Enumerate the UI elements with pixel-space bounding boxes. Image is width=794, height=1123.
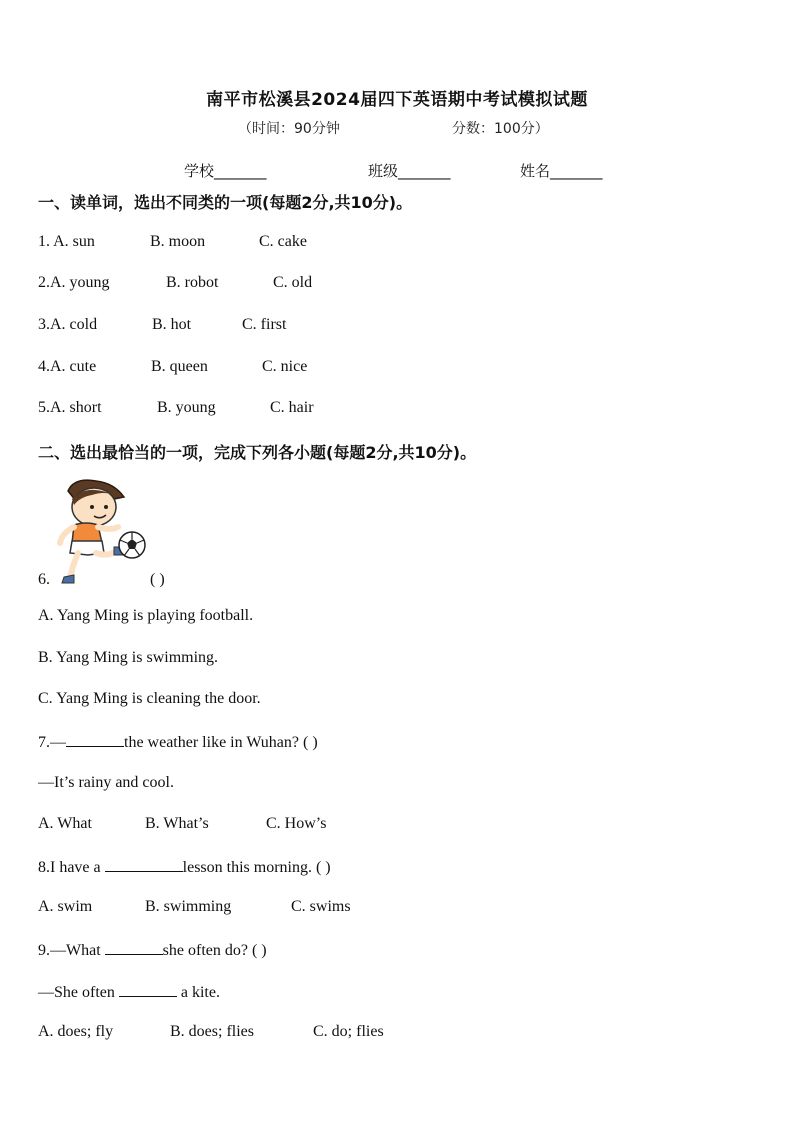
q7-prefix: 7.— xyxy=(38,734,66,751)
q8-prefix: 8.I have a xyxy=(38,859,105,876)
q8-option-b: B. swimming xyxy=(145,898,232,915)
boy-playing-football-image xyxy=(52,477,152,587)
q7-option-c: C. How’s xyxy=(266,815,327,832)
page-title: 南平市松溪县2024届四下英语期中考试模拟试题 xyxy=(206,90,588,110)
q2-option-b: B. robot xyxy=(166,274,219,291)
school-label: 学校 xyxy=(184,162,215,180)
q9-prefix: 9.—What xyxy=(38,942,105,959)
q9-suffix: she often do? ( ) xyxy=(162,942,267,959)
q6-number: 6. xyxy=(38,571,50,588)
school-field[interactable] xyxy=(184,160,267,181)
q4-option-c: C. nice xyxy=(262,358,308,375)
q8-option-a: A. swim xyxy=(38,898,93,915)
q4-option-a: 4.A. cute xyxy=(38,358,97,375)
q3-option-a: 3.A. cold xyxy=(38,316,98,333)
q7-reply: —It’s rainy and cool. xyxy=(38,774,174,791)
q6-option-b: B. Yang Ming is swimming. xyxy=(38,649,219,666)
q8-blank[interactable] xyxy=(105,857,183,872)
name-field[interactable] xyxy=(520,160,603,181)
exam-time: （时间：90分钟 xyxy=(238,121,340,137)
q2-option-c: C. old xyxy=(273,274,313,291)
q3-option-b: B. hot xyxy=(152,316,192,333)
q9-reply xyxy=(38,982,220,1002)
q1-option-b: B. moon xyxy=(150,233,206,250)
q1-option-a: 1. A. sun xyxy=(38,233,95,250)
q6-answer-paren[interactable]: ( ) xyxy=(150,571,165,588)
q9-blank[interactable] xyxy=(105,940,163,955)
q8-option-c: C. swims xyxy=(291,898,351,915)
q7-suffix: the weather like in Wuhan? ( ) xyxy=(124,734,318,751)
section1-heading: 一、读单词，选出不同类的一项(每题2分,共10分)。 xyxy=(38,193,413,212)
q9-reply-prefix: —She often xyxy=(38,984,119,1001)
q8-question xyxy=(38,857,331,877)
school-blank: _______ xyxy=(214,162,267,180)
q7-option-a: A. What xyxy=(38,815,92,832)
q8-suffix: lesson this morning. ( ) xyxy=(182,859,331,876)
q7-option-b: B. What’s xyxy=(145,815,209,832)
q9-option-b: B. does; flies xyxy=(170,1023,254,1040)
q9-option-a: A. does; fly xyxy=(38,1023,114,1040)
q9-reply-suffix: a kite. xyxy=(176,984,220,1001)
q1-option-c: C. cake xyxy=(259,233,307,250)
class-field[interactable] xyxy=(368,160,451,181)
q7-blank[interactable] xyxy=(66,732,124,747)
q5-option-a: 5.A. short xyxy=(38,399,102,416)
q2-option-a: 2.A. young xyxy=(38,274,110,291)
q6-option-c: C. Yang Ming is cleaning the door. xyxy=(38,690,261,707)
q9-option-c: C. do; flies xyxy=(313,1023,384,1040)
name-blank: _______ xyxy=(550,162,603,180)
q3-option-c: C. first xyxy=(242,316,287,333)
q9-reply-blank[interactable] xyxy=(119,982,177,997)
class-label: 班级 xyxy=(368,162,399,180)
q4-option-b: B. queen xyxy=(151,358,208,375)
q6-option-a: A. Yang Ming is playing football. xyxy=(38,607,254,624)
exam-score: 分数：100分） xyxy=(452,121,549,137)
q9-question xyxy=(38,940,267,960)
class-blank: _______ xyxy=(398,162,451,180)
q7-question xyxy=(38,732,318,752)
q5-option-b: B. young xyxy=(157,399,216,416)
section2-heading: 二、选出最恰当的一项，完成下列各小题(每题2分,共10分)。 xyxy=(38,443,477,462)
q5-option-c: C. hair xyxy=(270,399,314,416)
name-label: 姓名 xyxy=(520,162,551,180)
